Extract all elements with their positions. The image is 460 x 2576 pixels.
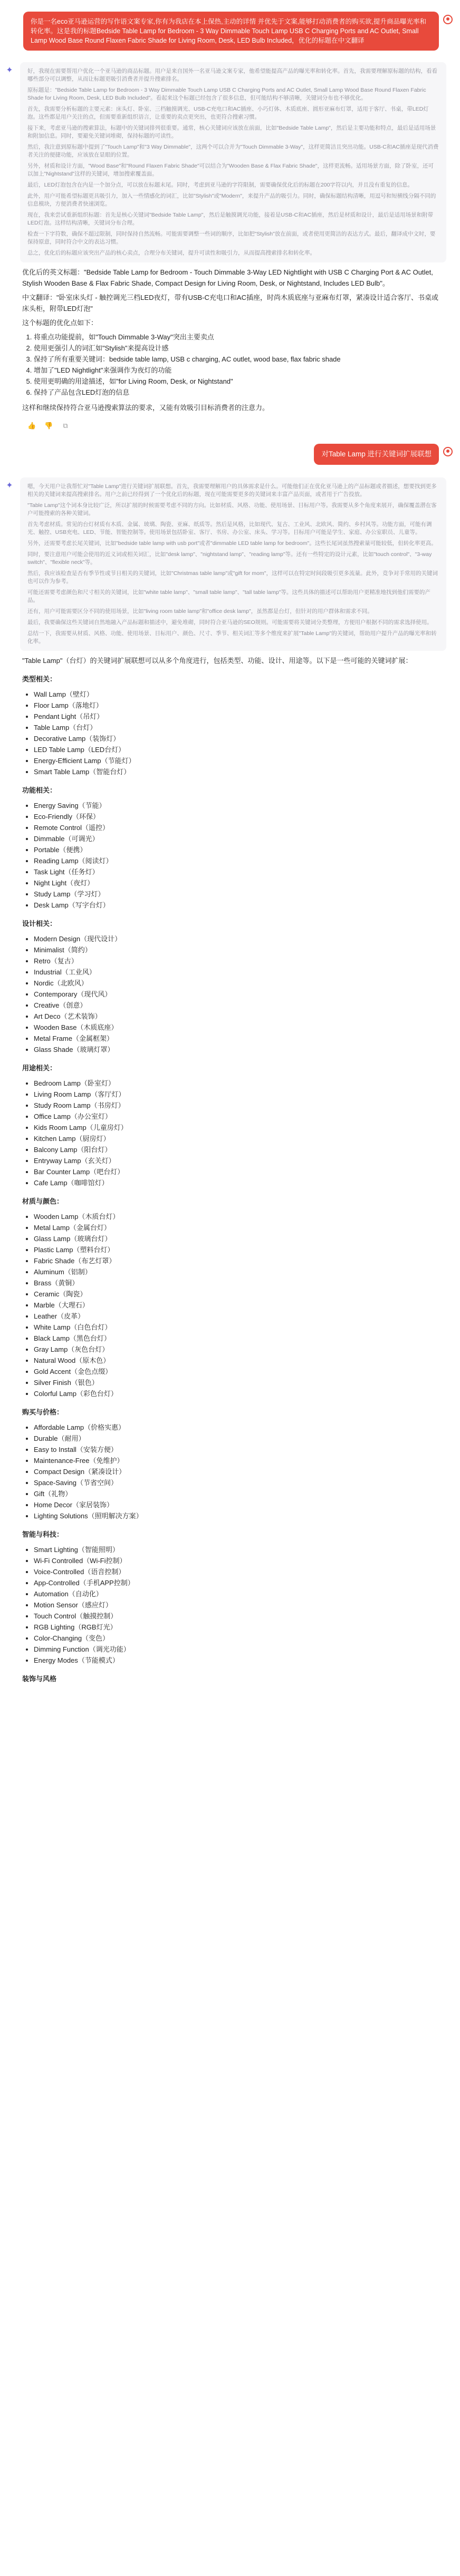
list-item: • Wooden Lamp（木质台灯） bbox=[34, 1211, 444, 1222]
list-item: 2. 使用更强引人的词汇如"Stylish"来提高设计感 bbox=[34, 343, 444, 354]
user-message-2 bbox=[0, 430, 460, 465]
list-item: 1. 将重点功能提前，如"Touch Dimmable 3-Way"突出主要卖点 bbox=[34, 331, 444, 343]
list-item: • Gold Accent（金色点缀） bbox=[34, 1366, 444, 1377]
list-item: • Smart Lighting（智能照明） bbox=[34, 1544, 444, 1555]
section-title: 类型相关： bbox=[22, 675, 57, 683]
list-item: • Compact Design（紧凑设计） bbox=[34, 1466, 444, 1477]
thinking-paragraph: 首先考虑材质。常见的台灯材质有木质、金属、玻璃、陶瓷、亚麻、纸质等。然后是风格，比如现代、复古、工业风、北欧风、简约、乡村风等。功能方面，可能有调光、触控、USB充电、LED、节能、智能控制等。使用场景包括卧室、客厅、书房、办公室、床头、学习等。目标用户可能是学生、家庭、办公室职员、儿童等。 bbox=[27, 521, 432, 535]
list-item: • Bedroom Lamp（卧室灯） bbox=[34, 1078, 444, 1089]
user-avatar bbox=[443, 15, 453, 24]
keyword-list bbox=[34, 1544, 444, 1666]
bot-avatar-icon: ✦ bbox=[6, 481, 13, 490]
keyword-list bbox=[34, 1422, 444, 1521]
list-item: • Floor Lamp（落地灯） bbox=[34, 700, 444, 711]
answer-body bbox=[20, 262, 446, 413]
answer-intro: "Table Lamp"（台灯）的关键词扩展联想可以从多个角度进行，包括类型、功能、设计、用途等。以下是一些可能的关键词扩展： bbox=[22, 657, 413, 665]
list-item: • Wooden Base（木质底座） bbox=[34, 1022, 444, 1033]
answer-points-title: 这个标题的优化点如下： bbox=[22, 319, 98, 327]
list-item: • Glass Lamp（玻璃台灯） bbox=[34, 1233, 444, 1244]
thinking-paragraph: 接下来，考虑亚马逊的搜索算法，标题中的关键词排列很重要。通常，核心关键词应该放在前面，比如"Bedside Table Lamp"，然后是主要功能和特点，最后是适用场景和附加信息。同时，要避免关键词堆砌，保持标题的可读性。 bbox=[27, 125, 436, 139]
thinking-paragraph: 首先，我需要分析标题的主要元素：床头灯、卧室、三档触摸调光、USB-C充电口和AC插座、小巧灯体、木质底座、圆形亚麻布灯罩，适用于客厅、书桌，带LED灯泡。这些都是用户关注的点，但需要重新组织语言，让重要的卖点更突出，也更符合搜索习惯。 bbox=[27, 106, 429, 120]
list-item: • Maintenance-Free（免维护） bbox=[34, 1455, 444, 1466]
list-item: • Dimming Function（调光功能） bbox=[34, 1644, 444, 1655]
answer-translation: 中文翻译："卧室床头灯 - 触控调光三档LED夜灯，带有USB-C充电口和AC插座，时尚木质底座与亚麻布灯罩，紧凑设计适合客厅、书桌或床头柜，附带LED灯泡" bbox=[22, 294, 438, 313]
list-item: • Nordic（北欧风） bbox=[34, 978, 444, 989]
bot-message-2 bbox=[0, 465, 460, 1689]
list-item: • Durable（耐用） bbox=[34, 1433, 444, 1444]
list-item: • Smart Table Lamp（智能台灯） bbox=[34, 766, 444, 777]
list-item: • Table Lamp（台灯） bbox=[34, 722, 444, 733]
list-item: • Bar Counter Lamp（吧台灯） bbox=[34, 1166, 444, 1177]
list-item: • Colorful Lamp（彩色台灯） bbox=[34, 1388, 444, 1399]
list-item: • Art Deco（艺术装饰） bbox=[34, 1011, 444, 1022]
list-item: • Motion Sensor（感应灯） bbox=[34, 1599, 444, 1611]
thumb-up-icon[interactable]: 👍 bbox=[27, 422, 36, 430]
bot-content bbox=[20, 62, 446, 430]
thinking-paragraph: 最后，我要确保这些关键词自然地融入产品标题和描述中，避免堆砌，同时符合亚马逊的SEO规则。可能需要将关键词分类整理，方便用户根据不同的需求选择使用。 bbox=[27, 619, 433, 626]
list-item: • LED Table Lamp（LED台灯） bbox=[34, 744, 444, 755]
list-item: • Metal Lamp（金属台灯） bbox=[34, 1222, 444, 1233]
list-item: • Glass Shade（玻璃灯罩） bbox=[34, 1044, 444, 1055]
thinking-paragraph: 此外，用户可能希望标题更具吸引力，加入一些情感化的词汇，比如"Stylish"或"Modern"，来提升产品的吸引力。同时，确保标题结构清晰，用逗号和短横线分隔不同的信息模块，方便消费者快速浏览。 bbox=[27, 193, 436, 207]
list-item: • Study Room Lamp（书房灯） bbox=[34, 1100, 444, 1111]
user-bubble: 你是一名eco亚马逊运营的写作语文案专家,你有为我店在本上保热,主动的详情 并优先于文案,能够打动消费者的购买欲,提升商品曝光率和转化率。这是我的标题Bedside Table Lamp for Bedroom - 3 Way Dimmable Touch Lamp USB C Charging Ports and AC Outlet, Small Lamp Wood Base Round Flaxen Fabric Shade for Living Room, Desk, LED Bulb Included，优化的标题在中文翻译 bbox=[23, 12, 439, 51]
answer-body bbox=[20, 651, 446, 1684]
list-item: • Reading Lamp（阅读灯） bbox=[34, 855, 444, 866]
list-item: • Kids Room Lamp（儿童房灯） bbox=[34, 1122, 444, 1133]
list-item: • Eco-Friendly（环保） bbox=[34, 811, 444, 822]
list-item: • Easy to Install（安装方便） bbox=[34, 1444, 444, 1455]
keyword-list bbox=[34, 933, 444, 1055]
list-item: • Plastic Lamp（塑料台灯） bbox=[34, 1244, 444, 1255]
list-item: • Black Lamp（黑色台灯） bbox=[34, 1333, 444, 1344]
list-item: • Entryway Lamp（玄关灯） bbox=[34, 1155, 444, 1166]
list-item: • Modern Design（现代设计） bbox=[34, 933, 444, 944]
keyword-list bbox=[34, 1211, 444, 1399]
thinking-paragraph: 总结一下，我需要从材质、风格、功能、使用场景、目标用户、颜色、尺寸、季节、相关词汇等多个维度来扩展"Table Lamp"的关键词，帮助用户提升产品的曝光率和转化率。 bbox=[27, 630, 437, 645]
list-item: • Industrial（工业风） bbox=[34, 967, 444, 978]
list-item: • Home Decor（家居装饰） bbox=[34, 1499, 444, 1510]
list-item: • Portable（便携） bbox=[34, 844, 444, 855]
list-item: 6. 保持了产品包含LED灯泡的信息 bbox=[34, 387, 444, 398]
list-item: • Task Light（任务灯） bbox=[34, 866, 444, 877]
thinking-paragraph: 最后，LED灯泡包含在内是一个加分点，可以放在标题末尾。同时，考虑到亚马逊的字符限制，需要确保优化后的标题在200字符以内，并且没有重复的信息。 bbox=[27, 182, 413, 188]
user-message-1 bbox=[0, 0, 460, 51]
thinking-paragraph: 然后，我注意到原标题中提到了"Touch Lamp"和"3 Way Dimmable"，这两个可以合并为"Touch Dimmable 3-Way"，这样更简洁且突出功能。USB-C和AC插座是现代消费者关注的便捷功能，应该放在显眼的位置。 bbox=[27, 144, 439, 158]
list-item: 3. 保持了所有重要关键词：bedside table lamp, USB c charging, AC outlet, wood base, flax fabric shade bbox=[34, 354, 444, 365]
list-item: • Retro（复古） bbox=[34, 955, 444, 967]
thinking-paragraph: 好，我现在需要帮用户优化一个亚马逊的商品标题。用户是来自国外一名亚马逊文案专家，他希望能提高产品的曝光率和转化率。首先，我需要理解原标题的结构，看看哪些部分可以调整，从而让标题更吸引消费者并提升搜索排名。 bbox=[27, 68, 437, 82]
list-item: • Wall Lamp（壁灯） bbox=[34, 689, 444, 700]
list-item: • Contemporary（现代风） bbox=[34, 989, 444, 1000]
bot-message-1 bbox=[0, 51, 460, 430]
list-item: • App-Controlled（手机APP控制） bbox=[34, 1577, 444, 1588]
thinking-paragraph: 嗯，今天用户让我帮忙对"Table Lamp"进行关键词扩展联想。首先，我需要理解用户的具体需求是什么。可能他们正在优化亚马逊上的产品标题或者描述，想要找到更多相关的关键词来提高搜索排名。用户之前已经得到了一个优化后的标题，现在可能需要更多的关键词来丰富产品页面，或者用于广告投放。 bbox=[27, 483, 437, 497]
thinking-paragraph: 现在，我来尝试重新组织标题：首先是核心关键词"Bedside Table Lamp"，然后是触摸调光功能，接着是USB-C和AC插座，然后是材质和设计，最后是适用场景和附带LED灯泡。这样结构清晰，关键词分布合理。 bbox=[27, 212, 434, 226]
section-title: 功能相关： bbox=[22, 786, 57, 794]
thinking-box bbox=[20, 62, 446, 262]
list-item: • Pendant Light（吊灯） bbox=[34, 711, 444, 722]
list-item: • Affordable Lamp（价格实惠） bbox=[34, 1422, 444, 1433]
list-item: • Leather（皮革） bbox=[34, 1311, 444, 1322]
list-item: • Cafe Lamp（咖啡馆灯） bbox=[34, 1177, 444, 1188]
list-item: • White Lamp（白色台灯） bbox=[34, 1322, 444, 1333]
list-item: • Energy Saving（节能） bbox=[34, 800, 444, 811]
thinking-paragraph: "Table Lamp"这个词本身比较广泛，所以扩展的时候需要考虑不同的方向。比如材质、风格、功能、使用场景、目标用户等。我需要从多个角度来展开，确保覆盖潜在客户可能搜索的各种关键词。 bbox=[27, 502, 437, 516]
thinking-paragraph: 另外，还需要考虑长尾关键词，比如"bedside table lamp with usb port"或者"dimmable LED table lamp for bedroom"。这些长尾词虽然搜索量可能较低，但转化率更高。 bbox=[27, 540, 437, 547]
copy-icon[interactable]: ⧉ bbox=[63, 422, 68, 430]
list-item: • Fabric Shade（布艺灯罩） bbox=[34, 1255, 444, 1266]
list-item: • Ceramic（陶瓷） bbox=[34, 1289, 444, 1300]
list-item: • Space-Saving（节省空间） bbox=[34, 1477, 444, 1488]
section-title: 购买与价格： bbox=[22, 1408, 64, 1416]
thinking-paragraph: 原标题是："Bedside Table Lamp for Bedroom - 3 Way Dimmable Touch Lamp USB C Charging Ports and AC Outlet, Small Lamp Wood Base Round Flaxen Fabric Shade for Living Room, Desk, LED Bulb Included"。看起来这个标题已经包含了很多信息，但可能结构不够清晰，关键词分布也不够优化。 bbox=[27, 87, 426, 101]
keyword-list bbox=[34, 1078, 444, 1188]
bot-content bbox=[20, 477, 446, 1689]
list-item: • Natural Wood（原木色） bbox=[34, 1355, 444, 1366]
list-item: • Energy Modes（节能模式） bbox=[34, 1655, 444, 1666]
thinking-paragraph: 总之，优化后的标题应该突出产品的核心卖点，合理分布关键词，提升可读性和吸引力，从而提高搜索排名和转化率。 bbox=[27, 250, 315, 256]
thumb-down-icon[interactable]: 👎 bbox=[44, 422, 53, 430]
list-item: • Kitchen Lamp（厨房灯） bbox=[34, 1133, 444, 1144]
message-actions bbox=[20, 416, 446, 430]
list-item: • Automation（自动化） bbox=[34, 1588, 444, 1599]
answer-points-list bbox=[34, 331, 444, 398]
list-item: • Creative（创意） bbox=[34, 1000, 444, 1011]
list-item: • Metal Frame（金属框架） bbox=[34, 1033, 444, 1044]
keyword-list bbox=[34, 689, 444, 777]
list-item: • Night Light（夜灯） bbox=[34, 877, 444, 889]
list-item: 5. 使用更明确的用途描述，如"for Living Room, Desk, or Nightstand" bbox=[34, 376, 444, 387]
list-item: • Color-Changing（变色） bbox=[34, 1633, 444, 1644]
thinking-paragraph: 另外，材质和设计方面，"Wood Base"和"Round Flaxen Fabric Shade"可以结合为"Wooden Base & Flax Fabric Shade"，这样更流畅。适用场景方面，除了卧室，还可以加上"Nightstand"这样的关键词，增加搜索覆盖面。 bbox=[27, 163, 434, 177]
list-item: • Gift（礼物） bbox=[34, 1488, 444, 1499]
section-title: 用途相关： bbox=[22, 1064, 57, 1072]
answer-outro: 这样和继续保持符合亚马逊搜索算法的要求，又能有效吸引目标消费者的注意力。 bbox=[22, 404, 270, 412]
list-item: • Marble（大理石） bbox=[34, 1300, 444, 1311]
section-title: 材质与颜色： bbox=[22, 1197, 64, 1205]
list-item: • Study Lamp（学习灯） bbox=[34, 889, 444, 900]
bot-avatar-icon: ✦ bbox=[6, 66, 13, 75]
list-item: • Gray Lamp（灰色台灯） bbox=[34, 1344, 444, 1355]
section-title: 智能与科技： bbox=[22, 1530, 64, 1538]
section-title: 装饰与风格 bbox=[22, 1675, 57, 1683]
thinking-paragraph: 同时，要注意用户可能会使用的近义词或相关词汇，比如"desk lamp"、"nightstand lamp"、"reading lamp"等。还有一些特定的设计元素，比如"touch control"、"3-way switch"、"flexible neck"等。 bbox=[27, 551, 432, 565]
list-item: • Aluminum（铝制） bbox=[34, 1266, 444, 1277]
list-item: • Desk Lamp（写字台灯） bbox=[34, 900, 444, 911]
list-item: • Energy-Efficient Lamp（节能灯） bbox=[34, 755, 444, 766]
list-item: • Silver Finish（银色） bbox=[34, 1377, 444, 1388]
list-item: • Remote Control（遥控） bbox=[34, 822, 444, 833]
list-item: • Balcony Lamp（阳台灯） bbox=[34, 1144, 444, 1155]
list-item: • Office Lamp（办公室灯） bbox=[34, 1111, 444, 1122]
list-item: • Decorative Lamp（装饰灯） bbox=[34, 733, 444, 744]
list-item: • Lighting Solutions（照明解决方案） bbox=[34, 1510, 444, 1521]
list-item: • Dimmable（可调光） bbox=[34, 833, 444, 844]
list-item: • Minimalist（简约） bbox=[34, 944, 444, 955]
keyword-list bbox=[34, 800, 444, 911]
list-item: • RGB Lighting（RGB灯光） bbox=[34, 1622, 444, 1633]
thinking-box bbox=[20, 477, 446, 651]
list-item: • Brass（黄铜） bbox=[34, 1277, 444, 1289]
thinking-paragraph: 检查一下字符数，确保不超过限制，同时保持自然流畅。可能需要调整一些词的顺序，比如把"Stylish"放在前面，或者使用更简洁的表达方式。最后，翻译成中文时，要保持原意，同时符合中文的表达习惯。 bbox=[27, 231, 436, 245]
section-title: 设计相关： bbox=[22, 920, 57, 928]
thinking-paragraph: 可能还需要考虑颜色和尺寸相关的关键词，比如"white table lamp"、"small table lamp"、"tall table lamp"等。这些具体的描述可以帮助用户更精准地找到他们需要的产品。 bbox=[27, 589, 430, 603]
user-bubble: 对Table Lamp 进行关键词扩展联想 bbox=[314, 444, 439, 465]
thinking-paragraph: 然后，我应该检查是否有季节性或节日相关的关键词，比如"Christmas table lamp"或"gift for mom"，这样可以在特定时间段吸引更多流量。此外，竞争对手常用的关键词也可以作为参考。 bbox=[27, 570, 438, 584]
list-item: • Wi-Fi Controlled（Wi-Fi控制） bbox=[34, 1555, 444, 1566]
answer-intro: 优化后的英文标题："Bedside Table Lamp for Bedroom - Touch Dimmable 3-Way LED Nightlight with USB C Charging Port & AC Outlet, Stylish Wooden Base & Flax Fabric Shade, Compact Design for Living Room, Desk, or Nightstand, Includes LED Bulb"。 bbox=[22, 268, 433, 287]
list-item: • Touch Control（触摸控制） bbox=[34, 1611, 444, 1622]
list-item: • Living Room Lamp（客厅灯） bbox=[34, 1089, 444, 1100]
list-item: • Voice-Controlled（语音控制） bbox=[34, 1566, 444, 1577]
thinking-paragraph: 还有，用户可能需要区分不同的使用场景，比如"living room table lamp"和"office desk lamp"，虽然都是台灯，但针对的用户群体和需求不同。 bbox=[27, 608, 373, 614]
list-item: 4. 增加了"LED Nightlight"来强调作为夜灯的功能 bbox=[34, 365, 444, 376]
user-avatar bbox=[443, 447, 453, 456]
